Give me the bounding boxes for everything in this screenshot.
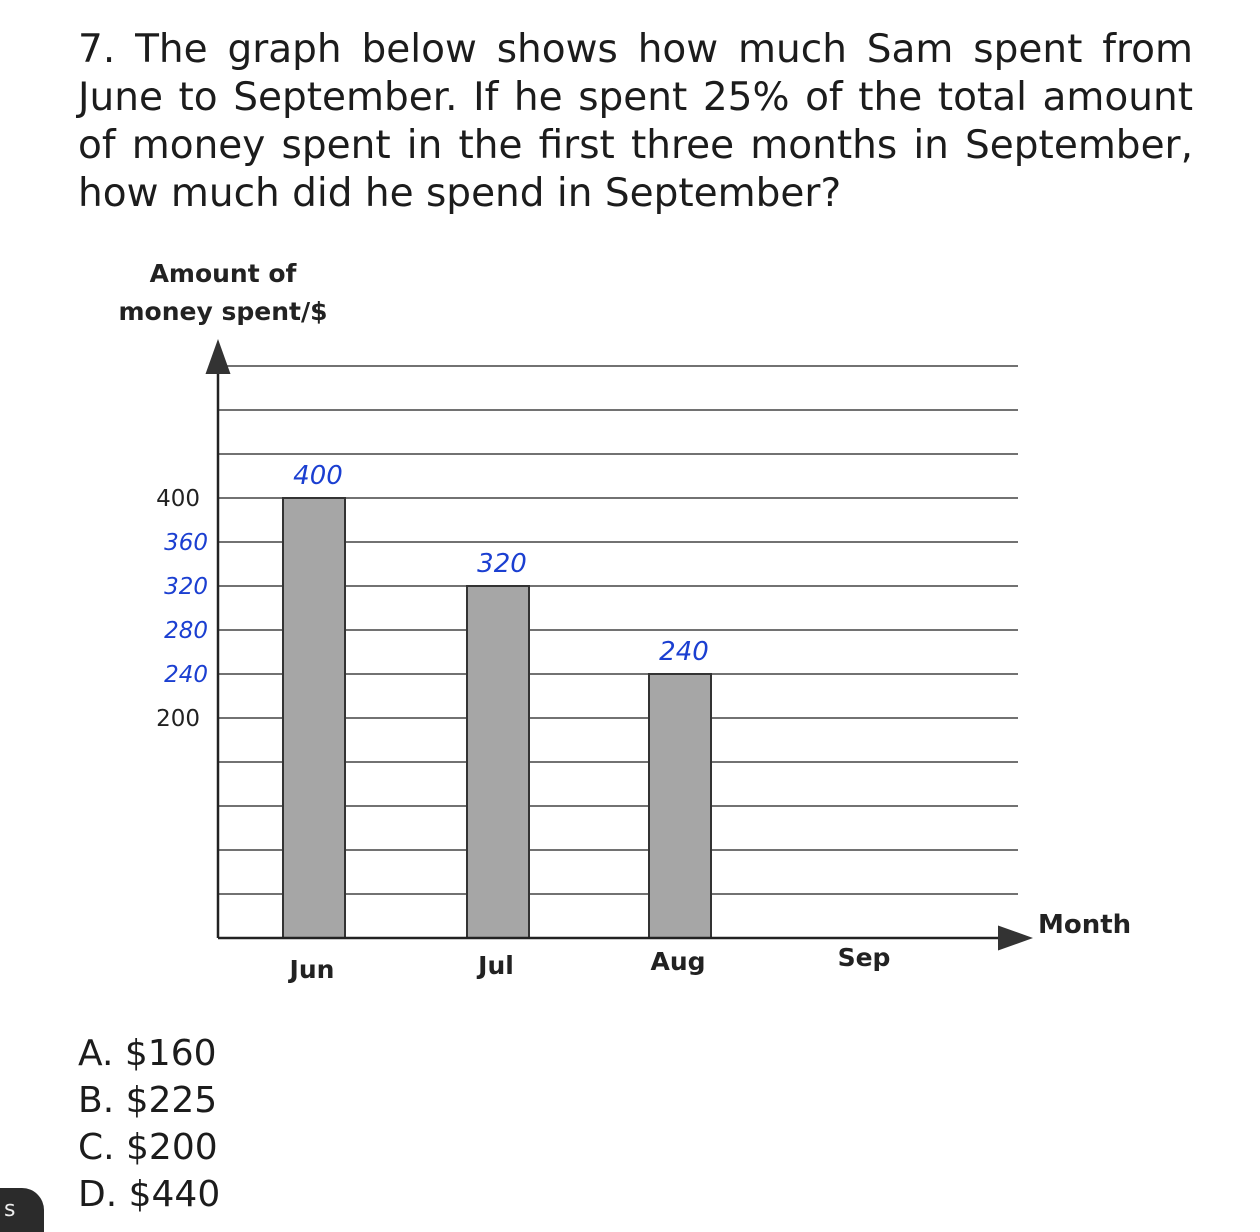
data-label-aug: 240 (659, 637, 709, 667)
x-tick-jun: Jun (289, 955, 335, 984)
handwritten-y-tick-360: 360 (164, 530, 208, 556)
bar-jul (467, 586, 529, 938)
question-text: 7. The graph below shows how much Sam spent from June to September. If he spent 25% of the total amount of money spent in the first three months in September, how much did he spend in September? (78, 27, 1193, 216)
option-a[interactable]: A. $160 (78, 1033, 217, 1074)
data-label-jul: 320 (477, 549, 527, 579)
handwritten-y-tick-320: 320 (164, 574, 208, 600)
answer-options (78, 1030, 220, 1218)
data-label-jun: 400 (293, 461, 343, 491)
page-edge-marker: s (0, 1188, 44, 1232)
bar-jun (283, 498, 345, 938)
y-axis-title-line-2: money spent/$ (118, 297, 328, 326)
y-tick-400: 400 (156, 486, 200, 512)
x-tick-sep: Sep (837, 943, 891, 972)
option-d[interactable]: D. $440 (78, 1174, 221, 1215)
option-b[interactable]: B. $225 (78, 1080, 218, 1121)
y-tick-labels (156, 486, 208, 732)
x-axis-title: Month (1038, 910, 1132, 940)
x-tick-jul: Jul (478, 951, 514, 980)
option-c[interactable]: C. $200 (78, 1127, 218, 1168)
x-tick-aug: Aug (650, 947, 706, 976)
handwritten-y-tick-240: 240 (164, 662, 208, 688)
y-tick-200: 200 (156, 706, 200, 732)
y-axis-title (119, 259, 328, 326)
x-tick-labels (288, 943, 891, 984)
bar-aug (649, 674, 711, 938)
y-axis-title-line-1: Amount of (149, 259, 297, 288)
bar-chart (0, 240, 1260, 1000)
handwritten-y-tick-280: 280 (164, 618, 208, 644)
